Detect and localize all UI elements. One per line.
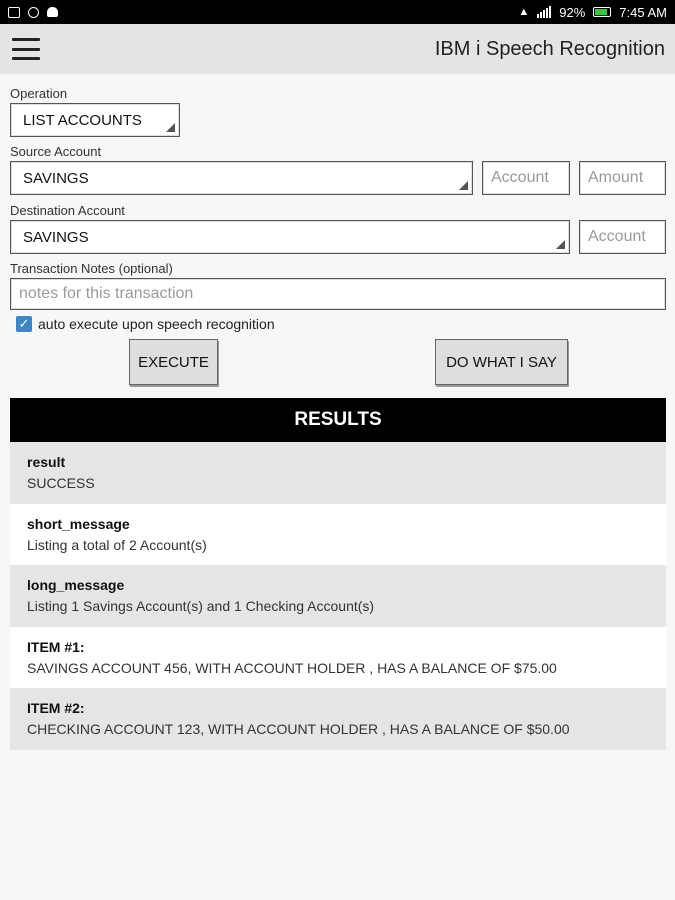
status-bar [0,0,675,24]
result-row [10,627,666,689]
wifi-icon: ▲ [518,6,530,18]
operation-select-value: LIST ACCOUNTS [23,111,142,129]
result-row [10,565,666,627]
destination-account-value: SAVINGS [23,228,89,246]
destination-account-label: Destination Account [10,203,125,218]
dropdown-triangle-icon [459,181,468,190]
results-list [10,442,666,750]
destination-account-input[interactable] [579,220,666,254]
do-what-i-say-button[interactable]: DO WHAT I SAY [435,339,568,385]
battery-icon [593,7,611,17]
results-header: RESULTS [10,398,666,442]
clock: 7:45 AM [619,4,667,20]
result-key: short_message [27,515,130,532]
result-value: CHECKING ACCOUNT 123, WITH ACCOUNT HOLDER , HAS A BALANCE OF $50.00 [27,721,570,738]
result-value: SUCCESS [27,475,95,491]
notification-icon [8,7,20,18]
source-account-input[interactable] [482,161,570,195]
result-row [10,442,666,504]
source-account-placeholder: Account [491,169,549,186]
operation-label: Operation [10,86,68,101]
auto-execute-checkbox[interactable]: ✓ [16,316,32,332]
destination-account-placeholder: Account [588,228,646,245]
battery-percent: 92% [559,4,586,20]
notes-input[interactable] [10,278,666,310]
source-account-value: SAVINGS [23,169,89,187]
result-key: ITEM #2: [27,700,85,717]
source-account-select[interactable] [10,161,473,195]
operation-select[interactable] [10,103,180,137]
sync-icon [28,7,39,18]
status-bar-right [518,5,667,20]
result-value: SAVINGS ACCOUNT 456, WITH ACCOUNT HOLDER , HAS A BALANCE OF $75.00 [27,659,557,676]
auto-execute-label: auto execute upon speech recognition [38,316,275,332]
source-account-label: Source Account [10,144,102,159]
signal-icon [537,6,551,18]
result-row [10,504,666,566]
result-key: result [27,454,66,470]
execute-button[interactable]: EXECUTE [129,339,218,385]
amount-input[interactable] [579,161,666,195]
dropdown-triangle-icon [556,240,565,249]
notes-label: Transaction Notes (optional) [10,261,173,276]
result-value: Listing a total of 2 Account(s) [27,536,207,553]
app-bar [0,24,675,74]
notes-placeholder: notes for this transaction [19,285,194,302]
destination-account-select[interactable] [10,220,570,254]
app-title: IBM i Speech Recognition [434,37,665,60]
amount-placeholder: Amount [588,169,644,186]
auto-execute-row[interactable] [16,316,275,332]
result-row [10,688,666,750]
menu-icon[interactable] [12,38,40,60]
status-bar-left [8,7,58,18]
result-key: ITEM #1: [27,638,85,655]
result-key: long_message [27,577,125,594]
android-icon [47,7,58,17]
result-value: Listing 1 Savings Account(s) and 1 Checking Account(s) [27,598,375,615]
dropdown-triangle-icon [166,123,175,132]
